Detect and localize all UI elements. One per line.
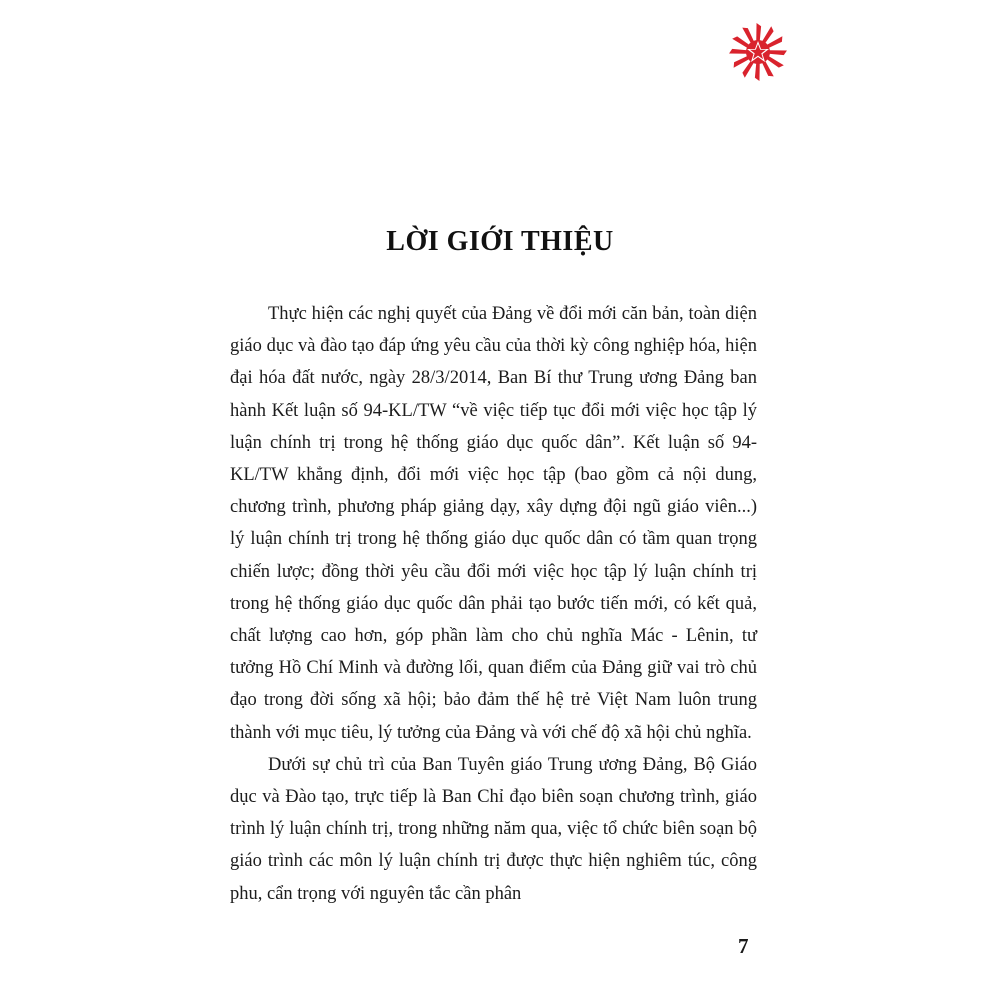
logo-ray bbox=[762, 26, 774, 43]
logo-ray bbox=[767, 36, 783, 48]
paragraph: Thực hiện các nghị quyết của Đảng về đổi mới căn bản, toàn diện giáo dục và đào tạo đáp ứng yêu cầu của thời kỳ công nghiệp hóa, hiện đại hóa đất nước, ngày 28/3/2014, Ban Bí thư Trung ương Đảng ban hành Kết luận số 94-KL/TW “về việc tiếp tục đổi mới việc học tập lý luận chính trị trong hệ thống giáo dục quốc dân”. Kết luận số 94-KL/TW khẳng định, đổi mới việc học tập (bao gồm cả nội dung, chương trình, phương pháp giảng dạy, xây dựng đội ngũ giáo viên...) lý luận chính trị trong hệ thống giáo dục quốc dân có tầm quan trọng chiến lược; đồng thời yêu cầu đổi mới việc học tập lý luận chính trị trong hệ thống giáo dục quốc dân phải tạo bước tiến mới, có kết quả, chất lượng cao hơn, góp phần làm cho chủ nghĩa Mác - Lênin, tư tưởng Hồ Chí Minh và đường lối, quan điểm của Đảng giữ vai trò chủ đạo trong đời sống xã hội; bảo đảm thế hệ trẻ Việt Nam luôn trung thành với mục tiêu, lý tưởng của Đảng và với chế độ xã hội chủ nghĩa. bbox=[230, 304, 757, 743]
logo-ray bbox=[742, 28, 754, 44]
paragraph: Dưới sự chủ trì của Ban Tuyên giáo Trung ương Đảng, Bộ Giáo dục và Đào tạo, trực tiếp là Ban Chỉ đạo biên soạn chương trình, giáo trình lý luận chính trị, trong những năm qua, việc tổ chức biên soạn bộ giáo trình các môn lý luận chính trị được thực hiện nghiêm túc, công phu, cẩn trọng với nguyên tắc cần phân bbox=[230, 754, 757, 904]
logo-ray bbox=[732, 36, 749, 48]
logo-ray bbox=[729, 49, 747, 54]
logo-ray bbox=[767, 56, 784, 68]
logo-ray bbox=[769, 50, 787, 55]
body-text bbox=[230, 298, 757, 910]
page-number: 7 bbox=[738, 934, 749, 958]
logo-ray bbox=[734, 56, 750, 68]
logo-ray bbox=[762, 61, 774, 77]
page-title: LỜI GIỚI THIỆU bbox=[386, 226, 614, 257]
publisher-star-logo-icon bbox=[728, 22, 788, 82]
logo-ray bbox=[756, 23, 761, 41]
logo-ray bbox=[742, 61, 754, 78]
logo-ray bbox=[755, 63, 760, 81]
